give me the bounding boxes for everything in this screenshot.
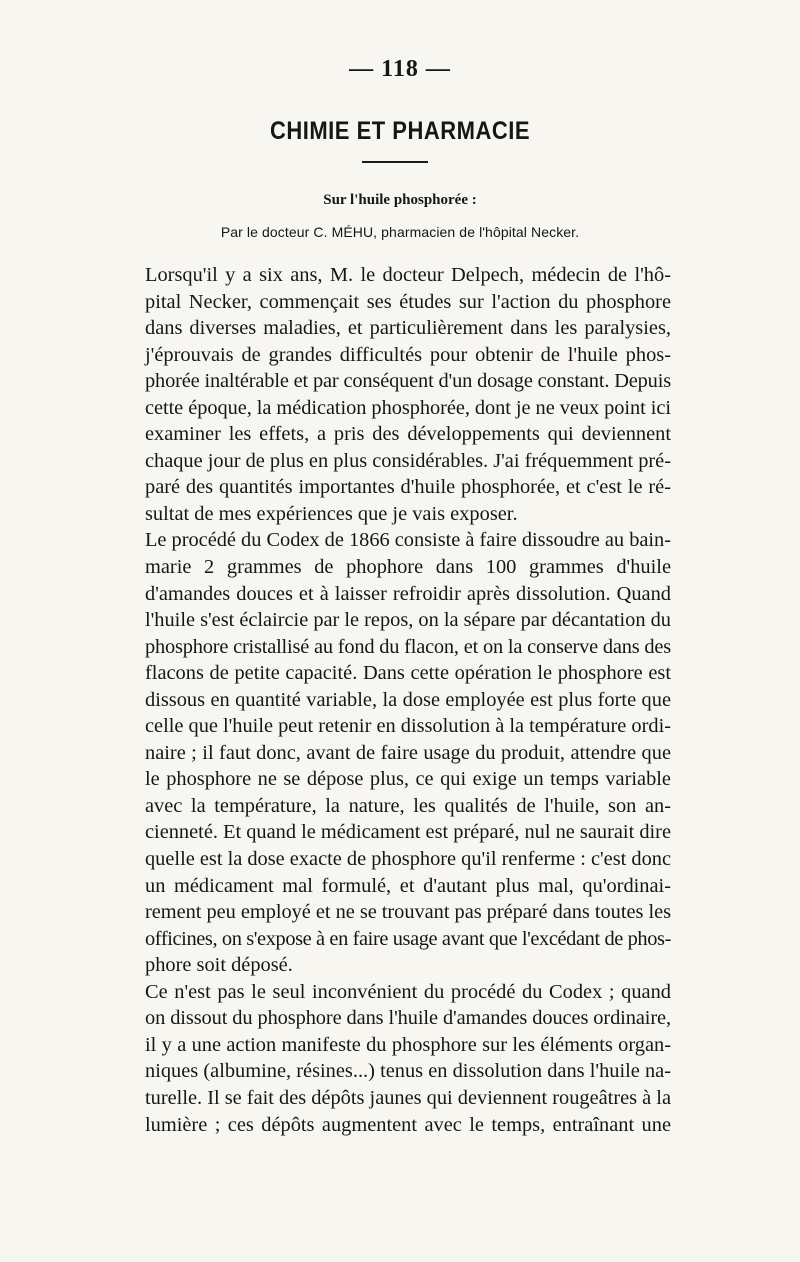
body-line: le phosphore ne se dépose plus, ce qui exige un temps variable xyxy=(145,768,671,791)
body-line: examiner les effets, a pris des développements qui deviennent xyxy=(145,423,671,446)
body-line: paré des quantités importantes d'huile phosphorée, et c'est le ré- xyxy=(145,476,671,499)
body-line: dans diverses maladies, et particulièrement dans les paralysies, xyxy=(145,317,671,340)
body-line: chaque jour de plus en plus considérables. J'ai fréquemment pré- xyxy=(145,449,671,472)
body-line: il y a une action manifeste du phosphore sur les éléments organ- xyxy=(145,1033,671,1056)
body-line: cienneté. Et quand le médicament est préparé, nul ne saurait dire xyxy=(145,821,671,844)
body-line: phore soit déposé. xyxy=(145,954,293,977)
body-line: Ce n'est pas le seul inconvénient du procédé du Codex ; quand xyxy=(145,980,671,1003)
body-line: quelle est la dose exacte de phosphore qu'il renferme : c'est donc xyxy=(145,848,671,871)
section-title: CHIMIE ET PHARMACIE xyxy=(269,116,531,145)
body-line: phorée inaltérable et par conséquent d'un dosage constant. Depuis xyxy=(145,370,671,393)
body-line: d'amandes douces et à laisser refroidir après dissolution. Quand xyxy=(145,582,671,605)
body-line: avec la température, la nature, les qualités de l'huile, son an- xyxy=(145,794,671,817)
body-line: Le procédé du Codex de 1866 consiste à faire dissoudre au bain- xyxy=(145,529,671,552)
body-line: cette époque, la médication phosphorée, dont je ne veux point ici xyxy=(145,396,671,419)
body-line: Lorsqu'il y a six ans, M. le docteur Delpech, médecin de l'hô- xyxy=(145,264,671,286)
body-line: celle que l'huile peut retenir en dissolution à la température ordi- xyxy=(145,715,671,738)
page-number: — 118 — xyxy=(349,56,451,82)
body-line: on dissout du phosphore dans l'huile d'amandes douces ordinaire, xyxy=(145,1007,671,1030)
article-subtitle: Sur l'huile phosphorée : xyxy=(323,192,477,208)
body-line: l'huile s'est éclaircie par le repos, on la sépare par décantation du xyxy=(145,609,671,632)
body-line: sultat de mes expériences que je vais exposer. xyxy=(145,502,518,525)
body-line: marie 2 grammes de phophore dans 100 grammes d'huile xyxy=(145,556,671,579)
body-line: dissous en quantité variable, la dose employée est plus forte que xyxy=(145,688,671,711)
body-line: phosphore cristallisé au fond du flacon, et on la conserve dans des xyxy=(145,635,671,658)
title-rule xyxy=(362,161,428,163)
body-line: turelle. Il se fait des dépôts jaunes qui deviennent rougeâtres à la xyxy=(145,1086,671,1109)
body-line: rement peu employé et ne se trouvant pas préparé dans toutes les xyxy=(145,901,671,924)
body-line: niques (albumine, résines...) tenus en dissolution dans l'huile na- xyxy=(145,1060,671,1083)
body-line: j'éprouvais de grandes difficultés pour obtenir de l'huile phos- xyxy=(145,343,671,366)
body-line: pital Necker, commençait ses études sur l'action du phosphore xyxy=(145,290,671,313)
body-line: un médicament mal formulé, et d'autant plus mal, qu'ordinai- xyxy=(145,874,671,897)
body-line: lumière ; ces dépôts augmentent avec le temps, entraînant une xyxy=(145,1113,671,1136)
article-body xyxy=(145,262,671,1138)
article-author: Par le docteur C. MÉHU, pharmacien de l'hôpital Necker. xyxy=(220,224,580,240)
body-line: flacons de petite capacité. Dans cette opération le phosphore est xyxy=(145,662,671,685)
body-line: officines, on s'expose à en faire usage avant que l'excédant de phos- xyxy=(145,927,671,950)
body-line: naire ; il faut donc, avant de faire usage du produit, attendre que xyxy=(145,741,671,764)
